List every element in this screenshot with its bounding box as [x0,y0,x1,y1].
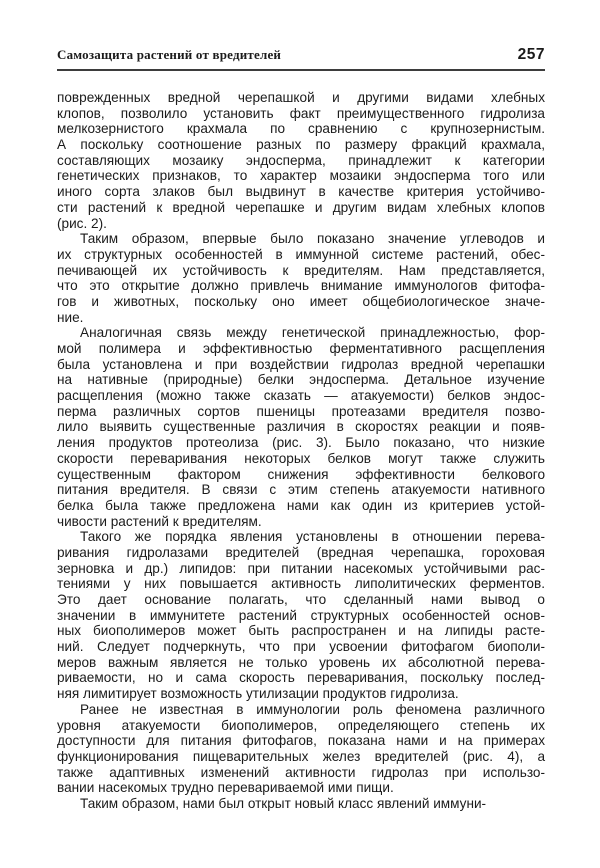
paragraph [57,231,545,325]
text-line: ления продуктов протеолиза (рис. 3). Было показано, что низкие [57,435,545,451]
text-line: Таким образом, впервые было показано значение углеводов и [80,231,545,247]
running-title: Самозащита растений от вредителей [57,47,282,62]
text-line: ривания гидролазами вредителей (вредная черепашка, гороховая [57,544,545,560]
text-line: няя лимитирует возможность утилизации продуктов гидролиза. [57,686,459,702]
text-line: лило выявить существенные различия в скоростях реакции и появ- [57,419,545,435]
text-line: сти растений к вредной черепашке и другим видам хлебных клопов [57,199,545,215]
text-line: белка была также предложена нами как один из критериев устой- [57,497,545,513]
text-line: была установлена и при воздействии гидролаз вредной черепашки [57,356,545,372]
text-line: ных биополимеров может быть распространен и на липиды расте- [57,623,545,639]
header-rule [57,69,545,71]
text-line: меров важным является не только уровень их абсолютной перева- [57,654,545,670]
paragraph [57,796,545,812]
text-line: их структурных особенностей в иммунной системе растений, обес- [57,246,545,262]
text-line: на нативные (природные) белки эндосперма. Детальное изучение [57,372,545,388]
text-line: доступности для питания фитофагов, показана нами и на примерах [57,733,545,749]
text-line: поврежденных вредной черепашкой и другими видами хлебных [57,90,545,105]
text-line: также адаптивных изменений активности гидролаз при использо- [57,764,545,780]
text-line: расщепления (можно также сказать — атакуемости) белков эндос- [57,388,545,404]
text-line: мелкозернистого крахмала по сравнению с крупнозернистым. [57,121,545,137]
text-block [57,90,545,812]
paragraph [57,702,545,796]
text-line: зерновка и др.) липидов: при питании насекомых устойчивыми рас- [57,560,545,576]
text-line: ний. Следует подчеркнуть, что при усвоении фитофагом биополи- [57,639,545,655]
text-line: Такого же порядка явления установлены в отношении перева- [80,529,545,545]
page-header [57,46,545,64]
text-line: генетических признаков, то характер мозаики эндосперма того или [57,168,545,184]
text-line: риваемости, но и сама скорость переваривания, поскольку послед- [57,670,545,686]
text-line: мой полимера и эффективностью ферментативного расщепления [57,341,545,356]
text-line: тениями у них повышается активность липолитических ферментов. [57,576,545,592]
text-line: чивости растений к вредителям. [57,513,262,529]
text-line: Ранее не известная в иммунологии роль феномена различного [80,701,545,717]
text-line: А поскольку соотношение разных по размеру фракций крахмала, [57,137,545,153]
text-line: перма различных сортов пшеницы протеазами вредителя позво- [57,403,545,419]
text-line: вании насекомых трудно перевариваемой ими пищи. [57,780,394,796]
text-line: составляющих мозаику эндосперма, принадлежит к категории [57,152,545,168]
text-line: (рис. 2). [57,215,107,231]
paragraph [57,90,545,231]
text-line: ние. [57,309,84,325]
text-line: гов и животных, поскольку оно имеет общебиологическое значе- [57,293,545,309]
text-line: значении в иммунитете растений структурных особенностей основ- [57,607,545,623]
page-number: 257 [517,46,545,63]
text-line: Таким образом, нами был открыт новый класс явлений иммуни- [80,795,487,811]
text-line: существенным фактором снижения эффективности белкового [57,466,545,482]
text-line: печивающей их устойчивость к вредителям. Нам представляется, [57,262,545,278]
text-line: функционирования пищеварительных желез вредителей (рис. 4), а [57,748,545,764]
text-line: иного сорта злаков был выдвинут в качестве критерия устойчиво- [57,184,545,200]
paragraph [57,325,545,529]
text-line: клопов, позволило установить факт преимущественного гидролиза [57,105,545,121]
text-line: Это дает основание полагать, что сделанный нами вывод о [57,592,545,607]
text-line: уровня атакуемости биополимеров, определяющего степень их [57,717,545,733]
text-line: Аналогичная связь между генетической принадлежностью, фор- [80,325,545,341]
text-line: скорости переваривания некоторых белков могут также служить [57,450,545,466]
text-line: питания вредителя. В связи с этим степень атакуемости нативного [57,482,545,498]
text-line: что это открытие должно привлечь внимание иммунологов фитофа- [57,278,545,294]
paragraph [57,529,545,702]
